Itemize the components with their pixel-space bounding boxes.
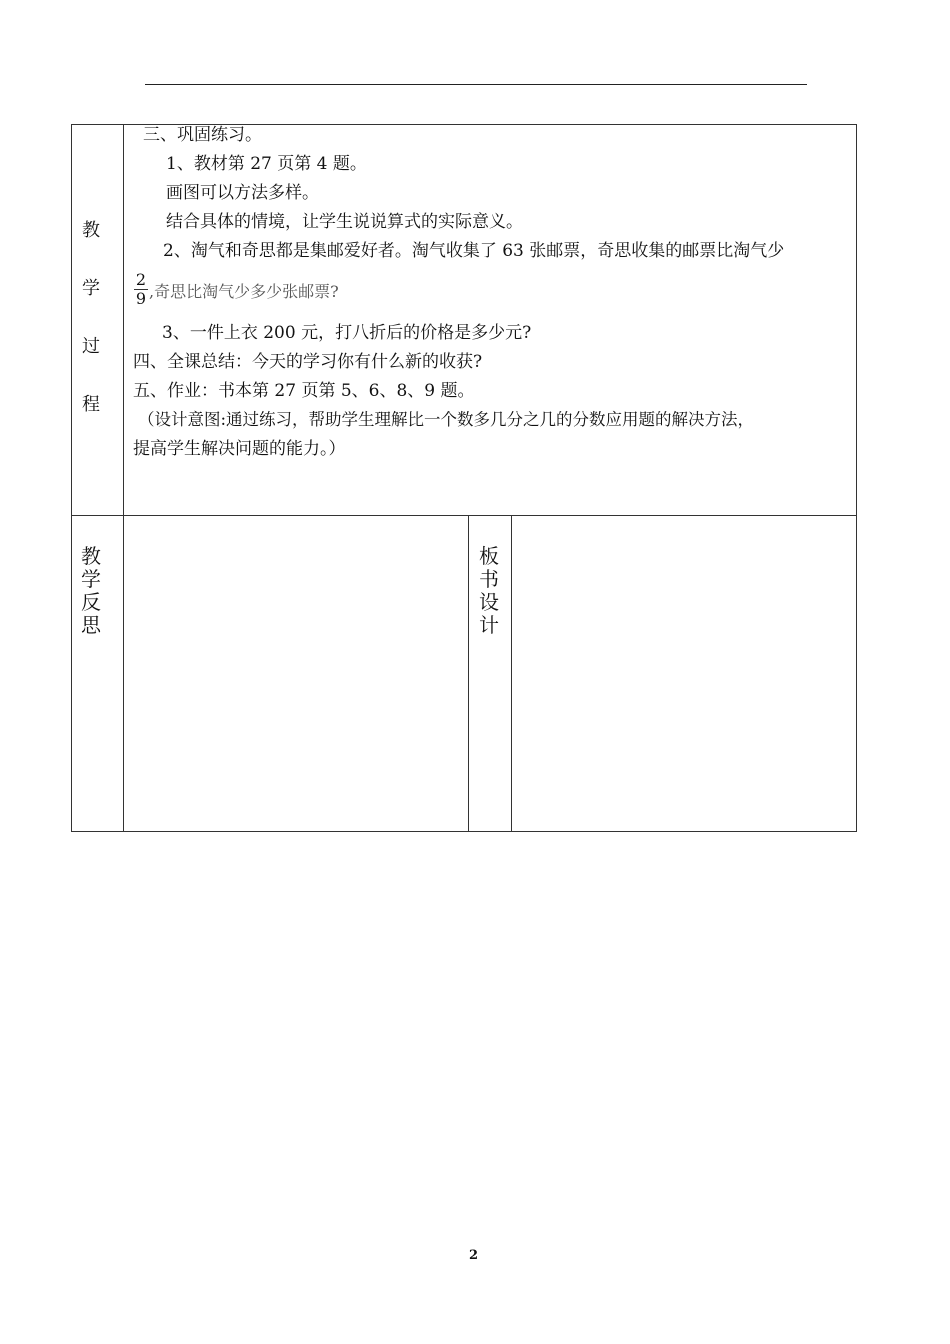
fraction-denominator: 9 [135, 289, 147, 308]
process-line: 2、淘气和奇思都是集邮爱好者。淘气收集了 63 张邮票，奇思收集的邮票比淘气少 [163, 241, 785, 261]
process-line: 三、巩固练习。 [143, 125, 262, 145]
board-label-right-divider [511, 515, 512, 832]
reflection-label [79, 545, 103, 637]
process-label-char: 学 [82, 278, 100, 299]
process-line: 画图可以方法多样。 [166, 183, 319, 203]
reflection-label-char: 教 [81, 544, 101, 568]
process-label-char: 过 [82, 336, 100, 357]
process-line: ,奇思比淘气少多少张邮票? [149, 282, 339, 301]
process-line: 四、全课总结：今天的学习你有什么新的收获? [133, 352, 483, 372]
process-label-char: 教 [82, 220, 100, 241]
page-number: 2 [469, 1248, 479, 1263]
process-line: 1、教材第 27 页第 4 题。 [166, 154, 367, 174]
reflection-label-char: 学 [81, 567, 101, 591]
process-line: （设计意图:通过练习，帮助学生理解比一个数多几分之几的分数应用题的解决方法， [138, 410, 755, 429]
header-rule [145, 84, 807, 85]
process-line: 3、一件上衣 200 元，打八折后的价格是多少元? [162, 323, 532, 343]
process-line: 结合具体的情境，让学生说说算式的实际意义。 [166, 212, 523, 232]
process-label-char: 程 [82, 394, 100, 415]
board-label-char: 书 [479, 567, 499, 591]
fraction-two-ninths [134, 272, 148, 307]
reflection-label-char: 反 [81, 590, 101, 614]
board-label-left-divider [468, 515, 469, 832]
process-line: 五、作业：书本第 27 页第 5、6、8、9 题。 [133, 381, 475, 401]
reflection-label-char: 思 [81, 613, 101, 637]
board-label-char: 板 [479, 544, 499, 568]
process-line: 提高学生解决问题的能力。） [133, 439, 346, 459]
row-divider [71, 515, 857, 516]
fraction-numerator: 2 [135, 270, 147, 289]
board-design-label [477, 545, 501, 637]
board-label-char: 设 [479, 590, 499, 614]
label-column-divider [123, 124, 124, 832]
board-label-char: 计 [479, 613, 499, 637]
